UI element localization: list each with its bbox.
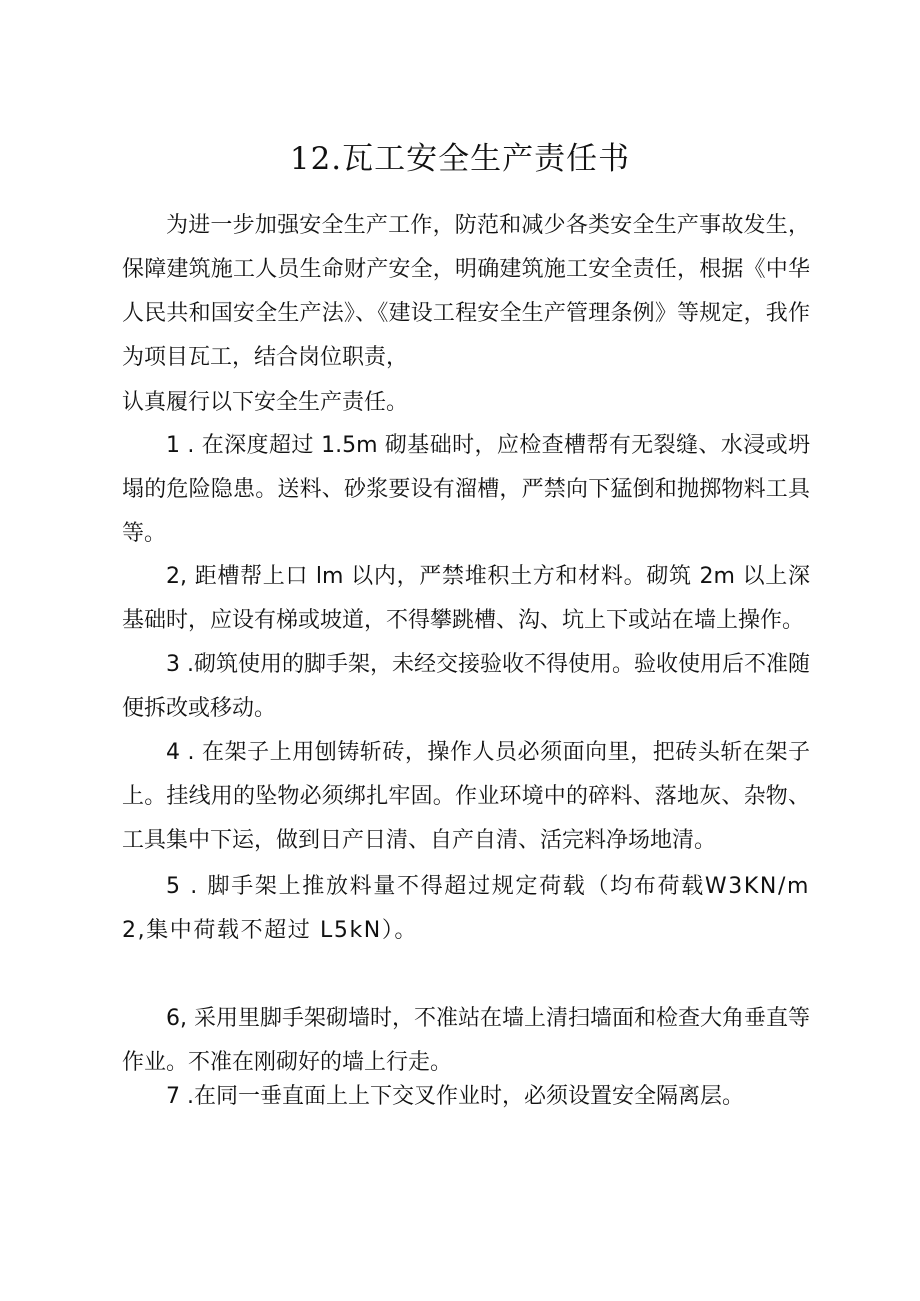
- list-item: 6, 采用里脚手架砌墙时，不准站在墙上清扫墙面和检查大角垂直等作业。不准在刚砌好的墙上行走。: [122, 1006, 810, 1075]
- page-title: 12.瓦工安全生产责任书: [289, 141, 631, 177]
- list-item: 7 .在同一垂直面上上下交叉作业时，必须设置安全隔离层。: [166, 1084, 744, 1109]
- list-item: 1 . 在深度超过 1.5m 砌基础时，应检查槽帮有无裂缝、水浸或坍塌的危险隐患。送料、砂浆要设有溜槽，严禁向下猛倒和抛掷物料工具等。: [122, 433, 810, 546]
- list-item: 3 .砌筑使用的脚手架，未经交接验收不得使用。验收使用后不准随便拆改或移动。: [122, 652, 810, 721]
- intro-paragraph: 为进一步加强安全生产工作，防范和减少各类安全生产事故发生，保障建筑施工人员生命财产安全，明确建筑施工安全责任，根据《中华人民共和国安全生产法》、《建设工程安全生产管理条例》等规定，我作为项目瓦工，结合岗位职责，: [122, 213, 810, 370]
- list-item: 4 . 在架子上用刨铸斩砖，操作人员必须面向里，把砖头斩在架子上。挂线用的坠物必须绑扎牢固。作业环境中的碎料、落地灰、杂物、工具集中下运，做到日产日清、自产自清、活完料净场地清。: [122, 740, 810, 853]
- list-item: 2, 距槽帮上口 lm 以内，严禁堆积土方和材料。砌筑 2m 以上深基础时，应设有梯或坡道，不得攀跳槽、沟、坑上下或站在墙上操作。: [122, 564, 810, 633]
- list-item: 5 . 脚手架上推放料量不得超过规定荷载（均布荷载W3KN/m2,集中荷载不超过 L5kN）。: [122, 874, 810, 943]
- intro-paragraph-continuation: 认真履行以下安全生产责任。: [122, 390, 409, 415]
